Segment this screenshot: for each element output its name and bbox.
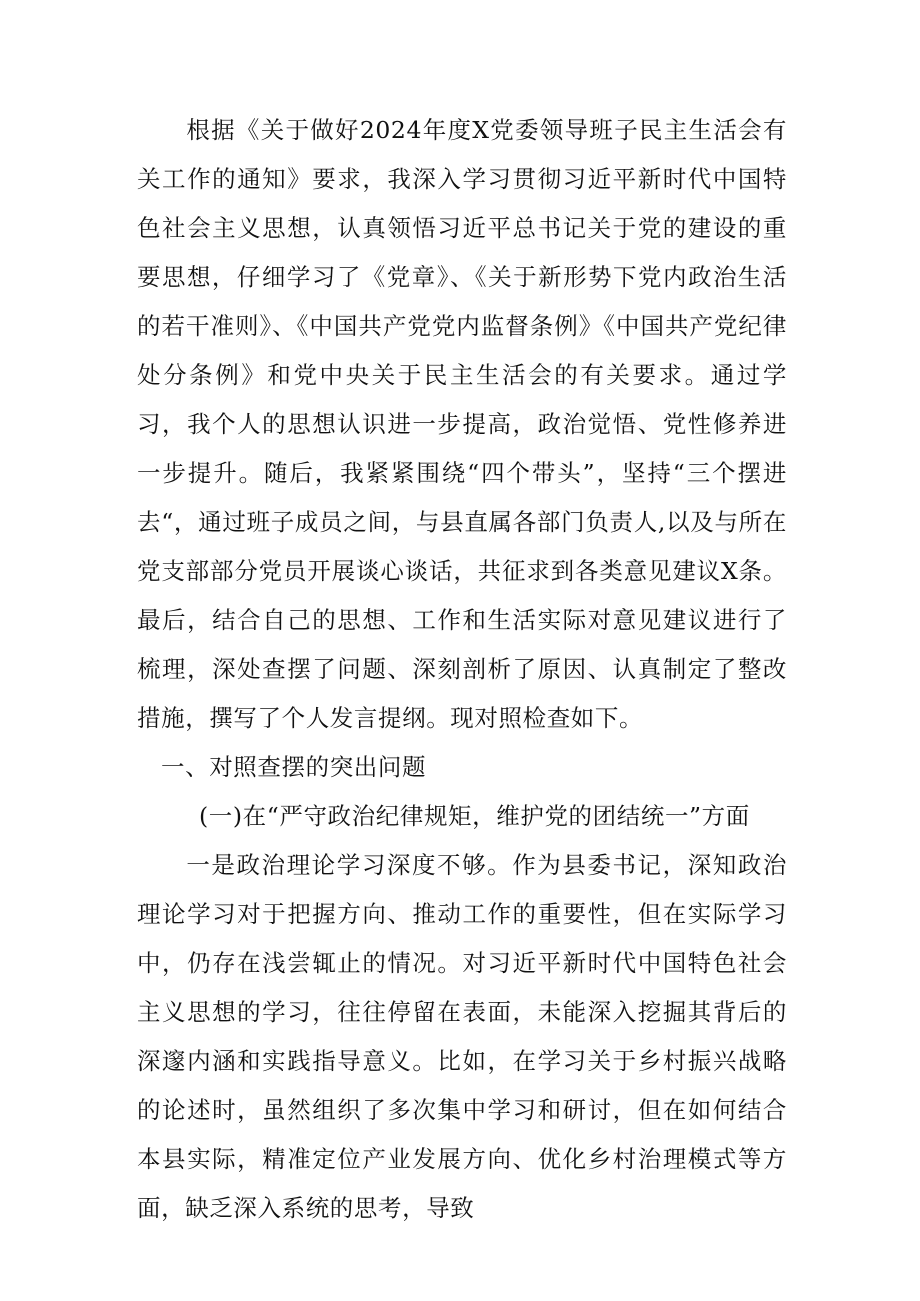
subsection-heading: (一)在“严守政治纪律规矩，维护党的团结统一”方面 (199, 802, 750, 830)
document-body (137, 106, 787, 1233)
section-heading: 一、对照查摆的突出问题 (161, 753, 427, 781)
point-paragraph: 一是政治理论学习深度不够。作为县委书记，深知政治理论学习对于把握方向、推动工作的重要性，但在实际学习中，仍存在浅尝辄止的情况。对习近平新时代中国特色社会主义思想的学习，往往停留在表面，未能深入挖掘其背后的深邃内涵和实践指导意义。比如，在学习关于乡村振兴战略的论述时，虽然组织了多次集中学习和研讨，但在如何结合本县实际，精准定位产业发展方向、优化乡村治理模式等方面，缺乏深入系统的思考，导致 (137, 851, 787, 1222)
intro-paragraph: 根据《关于做好2024年度X党委领导班子民主生活会有关工作的通知》要求，我深入学习贯彻习近平新时代中国特色社会主义思想，认真领悟习近平总书记关于党的建设的重要思想，仔细学习了《党章》、《关于新形势下党内政治生活的若干准则》、《中国共产党党内监督条例》《中国共产党纪律处分条例》和党中央关于民主生活会的有关要求。通过学习，我个人的思想认识进一步提高，政治觉悟、党性修养进一步提升。随后，我紧紧围绕“四个带头”，坚持“三个摆进去“，通过班子成员之间，与县直属各部门负责人,以及与所在党支部部分党员开展谈心谈话，共征求到各类意见建议X条。最后，结合自己的思想、工作和生活实际对意见建议进行了梳理，深处查摆了问题、深刻剖析了原因、认真制定了整改措施，撰写了个人发言提纲。现对照检查如下。 (137, 116, 787, 732)
